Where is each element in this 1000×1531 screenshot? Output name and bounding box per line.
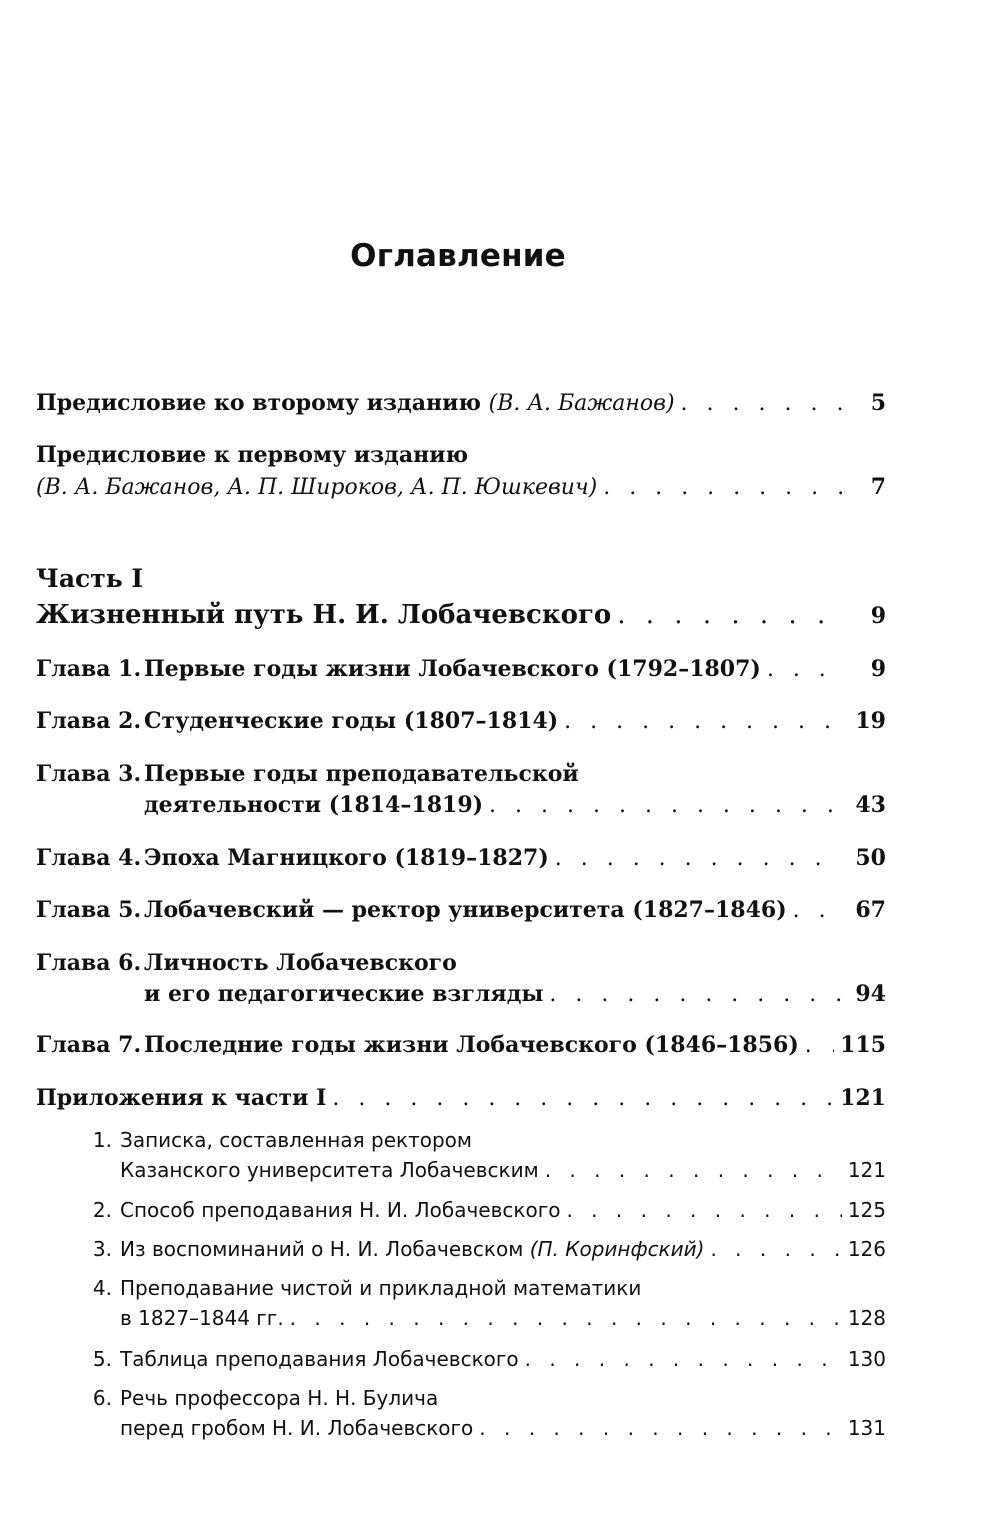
toc-entry-appendix[interactable] — [36, 1085, 886, 1112]
page-number: 130 — [847, 1347, 886, 1371]
page-number: 125 — [847, 1198, 886, 1222]
toc-entry-chapter-6-line1 — [36, 950, 886, 976]
dot-leader — [805, 1033, 834, 1059]
toc-entry-chapter-3-line1 — [36, 761, 886, 787]
chapter-number: Глава 7. — [36, 1032, 142, 1058]
entry-author: (В. А. Бажанов) — [488, 391, 675, 416]
appendix-item-1-line1 — [78, 1127, 886, 1153]
chapter-title-line1: Первые годы преподавательской — [144, 761, 579, 787]
toc-entry-preface-1-title: Предисловие к первому изданию — [36, 442, 469, 468]
page-number: 126 — [847, 1237, 886, 1261]
chapter-number: Глава 6. — [36, 950, 142, 976]
appendix-item-3[interactable] — [78, 1236, 886, 1262]
dot-leader — [549, 982, 842, 1008]
toc-entry-chapter-1[interactable] — [36, 656, 886, 683]
toc-entry-chapter-5[interactable] — [36, 897, 886, 924]
item-title: Из воспоминаний о Н. И. Лобачевском — [120, 1237, 524, 1261]
item-author: (П. Коринфский) — [529, 1237, 705, 1261]
toc-entry-preface-1[interactable] — [36, 474, 886, 501]
dot-leader — [525, 1346, 842, 1372]
appendix-item-4-line1 — [78, 1275, 886, 1301]
dot-leader — [564, 709, 842, 735]
item-title-line1: Речь профессора Н. Н. Булича — [120, 1386, 439, 1410]
appendix-item-2[interactable] — [78, 1197, 886, 1223]
appendix-item-6[interactable] — [78, 1415, 886, 1441]
appendix-item-1[interactable] — [78, 1157, 886, 1183]
page-number: 128 — [847, 1306, 886, 1330]
dot-leader — [332, 1086, 834, 1112]
item-title: в 1827–1844 гг. — [120, 1306, 284, 1330]
chapter-title: Эпоха Магницкого (1819–1827) — [144, 845, 549, 871]
item-title: Таблица преподавания Лобачевского — [120, 1347, 519, 1371]
dot-leader — [793, 898, 842, 924]
toc-entry-part-1[interactable] — [36, 602, 886, 629]
item-number: 3. — [92, 1237, 112, 1261]
dot-leader — [555, 846, 842, 872]
chapter-number: Глава 4. — [36, 845, 142, 871]
toc-entry-chapter-7[interactable] — [36, 1032, 886, 1059]
item-title: Казанского университета Лобачевским — [120, 1158, 539, 1182]
dot-leader — [290, 1305, 842, 1331]
toc-entry-chapter-3[interactable] — [36, 792, 886, 819]
dot-leader — [489, 793, 842, 819]
toc-entry-chapter-6[interactable] — [36, 981, 886, 1008]
item-number: 6. — [92, 1386, 112, 1410]
part-label: Часть I — [36, 564, 144, 593]
chapter-number: Глава 5. — [36, 897, 142, 923]
page-number: 9 — [870, 656, 886, 682]
entry-title: Предисловие ко второму изданию — [36, 390, 481, 416]
item-title-line1: Преподавание чистой и прикладной математики — [120, 1276, 642, 1300]
chapter-title-line1: Личность Лобачевского — [144, 950, 457, 976]
appendix-item-4[interactable] — [78, 1305, 886, 1331]
item-number: 2. — [92, 1198, 112, 1222]
chapter-title: Первые годы жизни Лобачевского (1792–1807) — [144, 656, 761, 682]
page-number: 5 — [870, 390, 886, 416]
chapter-title: Последние годы жизни Лобачевского (1846–1856) — [144, 1032, 799, 1058]
toc-entry-preface-2[interactable] — [36, 390, 886, 417]
appendix-title: Приложения к части I — [36, 1085, 327, 1111]
part-title: Жизненный путь Н. И. Лобачевского — [36, 600, 612, 630]
toc-entry-chapter-2[interactable] — [36, 708, 886, 735]
dot-leader — [617, 602, 842, 628]
appendix-item-5[interactable] — [78, 1346, 886, 1372]
item-number: 1. — [92, 1128, 112, 1152]
dot-leader — [545, 1157, 842, 1183]
dot-leader — [566, 1197, 841, 1223]
item-number: 5. — [92, 1347, 112, 1371]
dot-leader — [710, 1236, 841, 1262]
page-number: 131 — [847, 1416, 886, 1440]
page-title: Оглавление — [350, 238, 566, 274]
dot-leader — [479, 1415, 842, 1441]
page-number: 7 — [870, 474, 886, 500]
dot-leader — [603, 475, 842, 501]
page-number: 50 — [855, 845, 886, 871]
page-number: 9 — [870, 603, 886, 629]
chapter-title: и его педагогические взгляды — [144, 981, 544, 1007]
chapter-title: деятельности (1814–1819) — [144, 792, 484, 818]
page-number: 67 — [855, 897, 886, 923]
item-title: Способ преподавания Н. И. Лобачевского — [120, 1198, 561, 1222]
page-number: 94 — [855, 981, 886, 1007]
page-number: 19 — [855, 708, 886, 734]
dot-leader — [767, 657, 842, 683]
page-number: 43 — [855, 792, 886, 818]
page-number: 121 — [847, 1158, 886, 1182]
item-title-line1: Записка, составленная ректором — [120, 1128, 472, 1152]
dot-leader — [681, 391, 842, 417]
page-number: 115 — [840, 1032, 886, 1058]
chapter-number: Глава 3. — [36, 761, 142, 787]
entry-author: (В. А. Бажанов, А. П. Широков, А. П. Юшкевич) — [36, 475, 598, 500]
chapter-number: Глава 1. — [36, 656, 142, 682]
chapter-title: Лобачевский — ректор университета (1827–1846) — [144, 897, 787, 923]
item-title: перед гробом Н. И. Лобачевского — [120, 1416, 474, 1440]
chapter-number: Глава 2. — [36, 708, 142, 734]
appendix-item-6-line1 — [78, 1385, 886, 1411]
page-number: 121 — [840, 1085, 886, 1111]
chapter-title: Студенческие годы (1807–1814) — [144, 708, 559, 734]
item-number: 4. — [92, 1276, 112, 1300]
toc-entry-chapter-4[interactable] — [36, 845, 886, 872]
